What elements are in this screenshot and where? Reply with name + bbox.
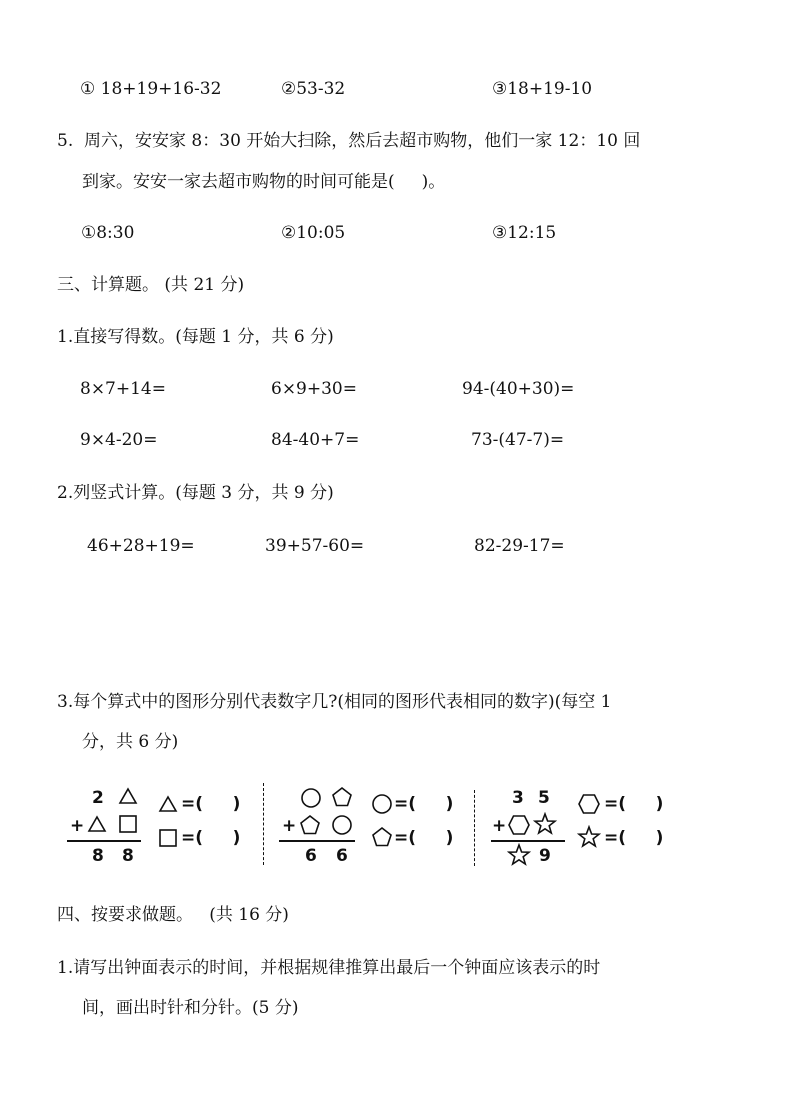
triangle-icon [87,815,107,833]
puzzle-3-result-digit: 9 [539,846,551,866]
section-3-sub3-line-2: 分，共 6 分) [82,732,179,752]
circle-icon [331,814,353,836]
section-3-sub2-title: 2.列竖式计算。(每题 3 分，共 9 分) [57,483,334,503]
puzzle-1-plus: + [70,816,85,836]
puzzle-3-top-digit-2: 5 [538,788,550,808]
puzzle-1-result-digit-2: 8 [122,846,134,866]
circle-icon [371,793,393,815]
square-icon [158,828,178,848]
puzzle-3-top-digit-1: 3 [512,788,524,808]
divider [474,790,475,866]
star-icon [533,812,557,836]
circle-answer: =( ) [394,794,454,814]
star-icon [507,843,531,867]
puzzle-2-result-digit-2: 6 [336,846,348,866]
section-4-sub1-line-2: 间，画出时针和分针。(5 分) [82,998,299,1018]
triangle-answer: =( ) [181,794,241,814]
puzzle-3-sum-line [491,840,565,842]
triangle-icon [118,787,138,805]
vertical-calc-item-1: 46+28+19= [87,536,195,556]
q5-option-1: ①8:30 [81,223,135,243]
q5-line-2: 到家。安安一家去超市购物的时间可能是( )。 [82,172,446,192]
q4-option-2: ②53-32 [281,79,346,99]
calc-item-4: 9×4-20= [80,430,158,450]
triangle-icon [158,795,178,813]
hexagon-icon [577,793,601,815]
section-3-sub1-title: 1.直接写得数。(每题 1 分，共 6 分) [57,327,334,347]
section-3-title: 三、计算题。 (共 21 分) [57,275,245,295]
circle-icon [300,787,322,809]
puzzle-2-plus: + [282,816,297,836]
star-answer: =( ) [604,828,664,848]
calc-item-3: 94-(40+30)= [462,379,575,399]
star-icon [577,825,601,849]
vertical-calc-item-3: 82-29-17= [474,536,565,556]
pentagon-icon [299,814,321,836]
q5-option-2: ②10:05 [281,223,346,243]
square-answer: =( ) [181,828,241,848]
puzzle-1-sum-line [67,840,141,842]
pentagon-answer: =( ) [394,828,454,848]
q4-option-3: ③18+19-10 [492,79,593,99]
calc-item-2: 6×9+30= [271,379,357,399]
q5-option-3: ③12:15 [492,223,557,243]
puzzle-1-top-digit: 2 [92,788,104,808]
section-3-sub3-line-1: 3.每个算式中的图形分别代表数字几?(相同的图形代表相同的数字)(每空 1 [57,692,612,712]
pentagon-icon [371,826,393,848]
calc-item-1: 8×7+14= [80,379,166,399]
q4-option-1: ① 18+19+16-32 [80,79,222,99]
puzzle-2-sum-line [279,840,355,842]
hexagon-answer: =( ) [604,794,664,814]
hexagon-icon [507,814,531,836]
puzzle-2-result-digit-1: 6 [305,846,317,866]
square-icon [118,814,138,834]
q5-line-1: 5. 周六，安安家 8：30 开始大扫除，然后去超市购物，他们一家 12：10 回 [57,131,641,151]
pentagon-icon [331,786,353,808]
vertical-calc-item-2: 39+57-60= [265,536,365,556]
section-4-sub1-line-1: 1.请写出钟面表示的时间，并根据规律推算出最后一个钟面应该表示的时 [57,958,601,978]
puzzle-3-plus: + [492,816,507,836]
calc-item-6: 73-(47-7)= [471,430,565,450]
puzzle-1-result-digit-1: 8 [92,846,104,866]
section-4-title: 四、按要求做题。 (共 16 分) [57,905,289,925]
divider [263,783,264,865]
calc-item-5: 84-40+7= [271,430,360,450]
